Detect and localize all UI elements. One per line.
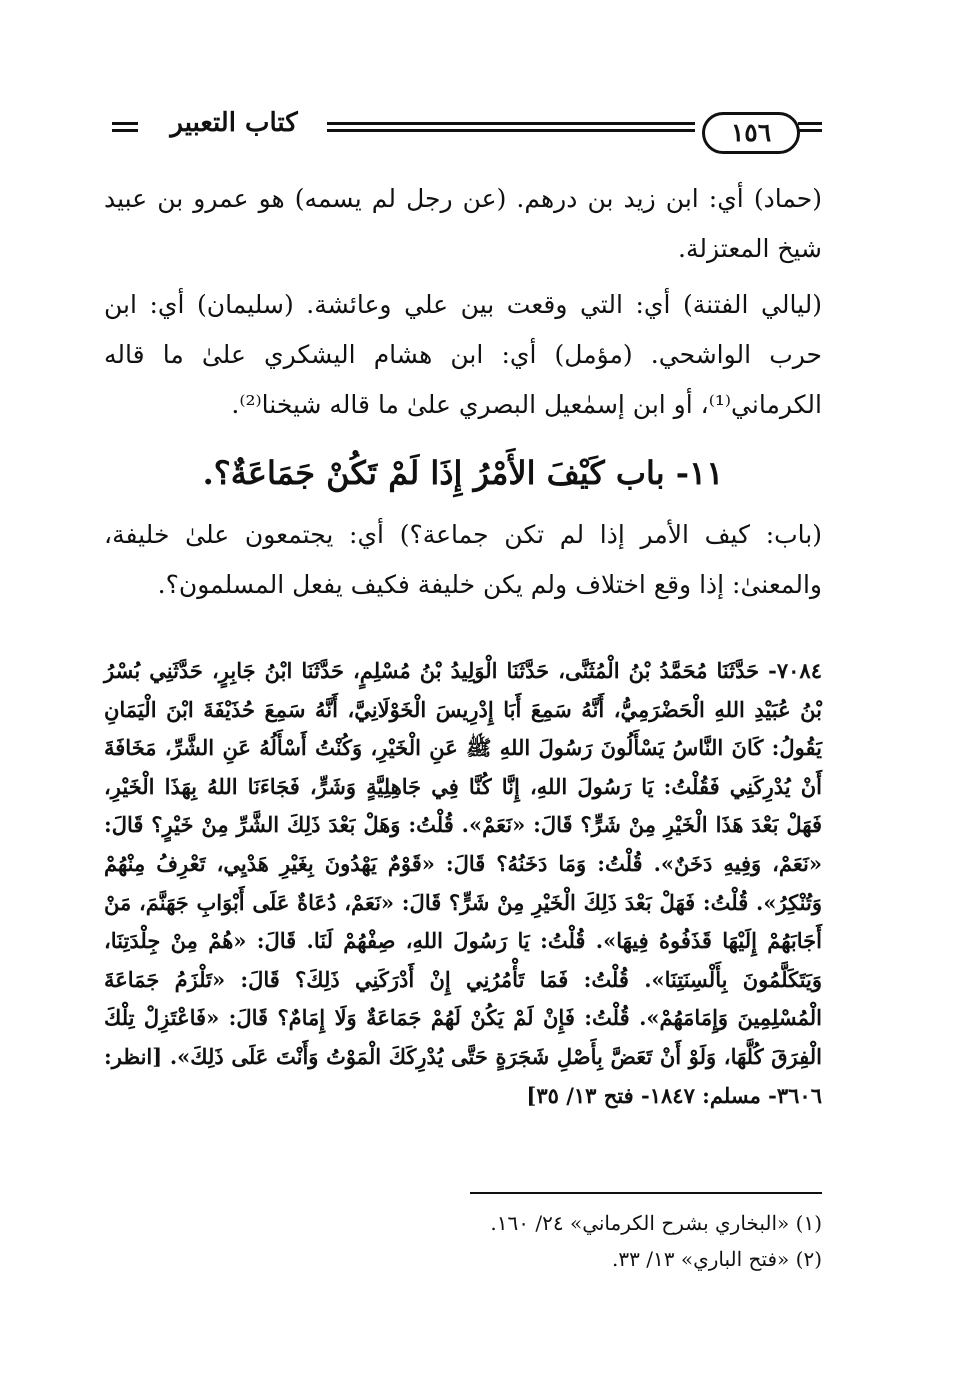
- chapter-heading: ١١- باب كَيْفَ الأَمْرُ إِذَا لَمْ تَكُنْ جَمَاعَةٌ؟.: [202, 454, 724, 492]
- commentary-paragraph-1: [104, 174, 822, 274]
- paragraph-text: (باب: كيف الأمر إذا لم تكن جماعة؟) أي: يجتمعون علىٰ خليفة، والمعنىٰ: إذا وقع اختلاف ولم يكن خليفة فكيف يفعل المسلمون؟.: [104, 520, 822, 599]
- header-rule-right: [798, 122, 822, 132]
- commentary-paragraph-3: [104, 510, 822, 610]
- footnote-2: (٢) «فتح الباري» ١٣/ ٣٣.: [612, 1247, 822, 1271]
- page-number: ١٥٦: [702, 112, 800, 154]
- commentary-paragraph-2: [104, 280, 822, 430]
- hadith-text: ٧٠٨٤- حَدَّثَنَا مُحَمَّدُ بْنُ الْمُثَنَّى، حَدَّثَنَا الْوَلِيدُ بْنُ مُسْلِمٍ، حَدَّثَنَا ابْنُ جَابِرٍ، حَدَّثَنِي بُسْرُ بْنُ عُبَيْدِ اللهِ الْحَضْرَمِيُّ، أَنَّهُ سَمِعَ أَبَا إِدْرِيسَ الْخَوْلَانِيَّ، أَنَّهُ سَمِعَ حُذَيْفَةَ ابْنَ الْيَمَانِ يَقُولُ: كَانَ النَّاسُ يَسْأَلُونَ رَسُولَ اللهِ ﷺ عَنِ الْخَيْرِ، وَكُنْتُ أَسْأَلُهُ عَنِ الشَّرِّ، مَخَافَةَ أَنْ يُدْرِكَنِي فَقُلْتُ: يَا رَسُولَ اللهِ، إِنَّا كُنَّا فِي جَاهِلِيَّةٍ وَشَرٍّ، فَجَاءَنَا اللهُ بِهَذَا الْخَيْرِ، فَهَلْ بَعْدَ هَذَا الْخَيْرِ مِنْ شَرٍّ؟ قَالَ: «نَعَمْ». قُلْتُ: وَهَلْ بَعْدَ ذَلِكَ الشَّرِّ مِنْ خَيْرٍ؟ قَالَ: «نَعَمْ، وَفِيهِ دَخَنٌ». قُلْتُ: وَمَا دَخَنُهُ؟ قَالَ: «قَوْمٌ يَهْدُونَ بِغَيْرِ هَدْيِي، تَعْرِفُ مِنْهُمْ وَتُنْكِرُ». قُلْتُ: فَهَلْ بَعْدَ ذَلِكَ الْخَيْرِ مِنْ شَرٍّ؟ قَالَ: «نَعَمْ، دُعَاةٌ عَلَى أَبْوَابِ جَهَنَّمَ، مَنْ أَجَابَهُمْ إِلَيْهَا قَذَفُوهُ فِيهَا». قُلْتُ: يَا رَسُولَ اللهِ، صِفْهُمْ لَنَا. قَالَ: «هُمْ مِنْ جِلْدَتِنَا، وَيَتَكَلَّمُونَ بِأَلْسِنَتِنَا». قُلْتُ: فَمَا تَأْمُرُنِي إِنْ أَدْرَكَنِي ذَلِكَ؟ قَالَ: «تَلْزَمُ جَمَاعَةَ الْمُسْلِمِينَ وَإِمَامَهُمْ». قُلْتُ: فَإِنْ لَمْ يَكُنْ لَهُمْ جَمَاعَةٌ وَلَا إِمَامٌ؟ قَالَ: «فَاعْتَزِلْ تِلْكَ الْفِرَقَ كُلَّهَا، وَلَوْ أَنْ تَعَضَّ بِأَصْلِ شَجَرَةٍ حَتَّى يُدْرِكَكَ الْمَوْتُ وَأَنْتَ عَلَى ذَلِكَ». [انظر: ٣٦٠٦- مسلم: ١٨٤٧- فتح ١٣/ ٣٥]: [104, 658, 822, 1108]
- header-rule-middle: [327, 122, 695, 132]
- book-title: كتاب التعبير: [170, 108, 298, 138]
- footnote-1: (١) «البخاري بشرح الكرماني» ٢٤/ ١٦٠.: [490, 1211, 822, 1235]
- footnote-divider: [470, 1192, 822, 1194]
- header-rule-left: [112, 122, 138, 132]
- paragraph-text: (ليالي الفتنة) أي: التي وقعت بين علي وعائشة. (سليمان) أي: ابن حرب الواشحي. (مؤمل) أي: ابن هشام اليشكري علىٰ ما قاله الكرماني⁽¹⁾، أو ابن إسمٰعيل البصري علىٰ ما قاله شيخنا⁽²⁾.: [104, 290, 822, 419]
- paragraph-text: (حماد) أي: ابن زيد بن درهم. (عن رجل لم يسمه) هو عمرو بن عبيد شيخ المعتزلة.: [104, 184, 822, 263]
- page-header: [112, 108, 822, 156]
